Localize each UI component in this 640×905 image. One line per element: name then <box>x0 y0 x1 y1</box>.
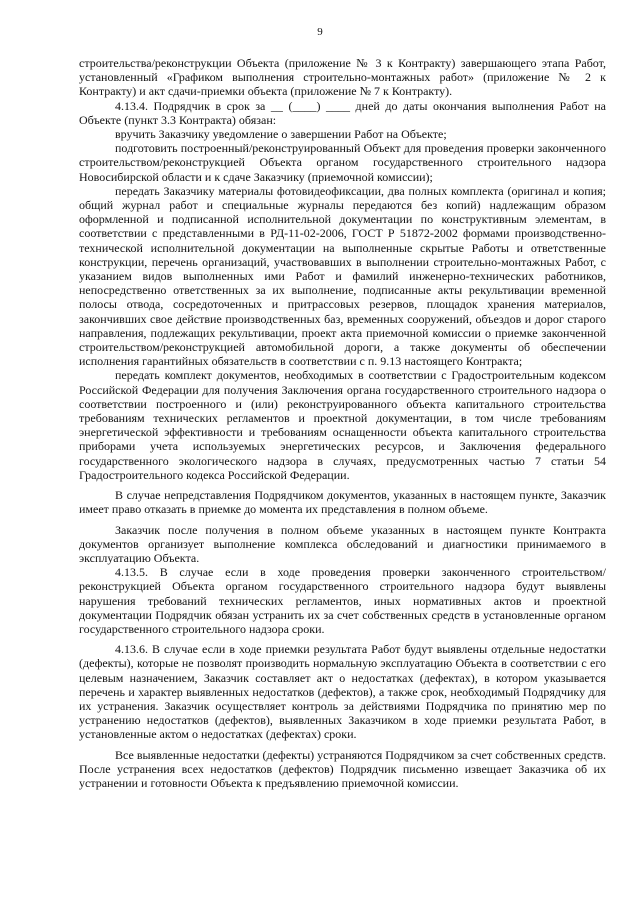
paragraph-continuation: строительства/реконструкции Объекта (приложение № 3 к Контракту) завершающего этапа Работ, установленный «Графиком выполнения строительно-монтажных работ» (приложение № 2 к Контракту) и акт сдачи-приемки объекта (приложение № 7 к Контракту). <box>79 56 606 99</box>
paragraph-4-13-5: 4.13.5. В случае если в ходе проведения проверки законченного строительством/реконструкцией Объекта органом государственного строительного надзора будут выявлены нарушения требований технических регламентов, иных нормативных актов и проектной документации Подрядчик обязан устранить их за счет собственных средств в установленные органом государственного строительного надзора сроки. <box>79 565 606 636</box>
paragraph-prepare: подготовить построенный/реконструированный Объект для проведения проверки законченного строительством/реконструкцией Объекта органом государственного строительного надзора Новосибирской области и к сдаче Заказчику (приемочной комиссии); <box>79 141 606 184</box>
document-body <box>79 56 606 790</box>
paragraph-notify: вручить Заказчику уведомление о завершении Работ на Объекте; <box>115 127 447 142</box>
paragraph-non-submission: В случае непредставления Подрядчиком документов, указанных в настоящем пункте, Заказчик имеет право отказать в приемке до момента их представления в полном объеме. <box>79 488 606 517</box>
paragraph-transfer-documents: передать комплект документов, необходимых в соответствии с Градостроительным кодексом Российской Федерации для получения Заключения органа государственного строительного надзора о соответствии построенного и (или) реконструированного объекта капитального строительства требованиям технических регламентов и проектной документации, в том числе требованиям энергетической эффективности и требованиям оснащенности объекта капитального строительства приборами учета используемых энергетических ресурсов, и Заключения федерального государственного экологического надзора в случаях, предусмотренных частью 7 статьи 54 Градостроительного кодекса Российской Федерации. <box>79 368 606 482</box>
paragraph-4-13-6: 4.13.6. В случае если в ходе приемки результата Работ будут выявлены отдельные недостатки (дефекты), которые не позволят производить нормальную эксплуатацию Объекта в соответствии с его целевым назначением, Заказчик составляет акт о недостатках (дефектах), в котором указывается перечень и характер выявленных недостатков (дефектов), а также срок, необходимый Подрядчику для их устранения. Заказчик осуществляет контроль за действиями Подрядчика по принятию мер по устранению недостатков (дефектов), выявленных Заказчиком в ходе приемки результата Работ, в установленные актом о недостатках (дефектах) сроки. <box>79 642 606 742</box>
page-number: 9 <box>317 26 323 38</box>
paragraph-inspection: Заказчик после получения в полном объеме указанных в настоящем пункте Контракта документов организует выполнение комплекса обследований и диагностики принимаемого в эксплуатацию Объекта. <box>79 522 606 565</box>
paragraph-defects-fixed: Все выявленные недостатки (дефекты) устраняются Подрядчиком за счет собственных средств. После устранения всех недостатков (дефектов) Подрядчик письменно извещает Заказчика об их устранении и готовности Объекта к предъявлению приемочной комиссии. <box>79 747 606 790</box>
paragraph-transfer-materials: передать Заказчику материалы фотовидеофиксации, два полных комплекта (оригинал и копия; общий журнал работ и специальные журналы передаются без копий) надлежащим образом оформленной и подписанной исполнительной документации по конструктивным элементам, в соответствии с представленными в РД-11-02-2006, ГОСТ Р 51872-2002 формами производственно-технической исполнительной документации на выполненные скрытые Работы и ответственные конструкции, перечень организаций, участвовавших в выполнении строительно-монтажных Работ, с указанием видов выполненных ими Работ и фамилий инженерно-технических работников, непосредственно ответственных за их выполнение, подписанные акты рекультивации временной полосы отвода, сосредоточенных и притрассовых резервов, площадок хранения материалов, закончивших свое действие производственных баз, временных сооружений, объездов и дорог старого направления, подлежащих рекультивации, проект акта приемочной комиссии о приемке законченной строительством/реконструкцией автомобильной дороги, а также документы об обеспечении исполнения гарантийных обязательств в соответствии с п. 9.13 настоящего Контракта; <box>79 183 606 369</box>
paragraph-4-13-4: 4.13.4. Подрядчик в срок за __ (____) ____ дней до даты окончания выполнения Работ на Объекте (пункт 3.3 Контракта) обязан: <box>79 98 606 127</box>
